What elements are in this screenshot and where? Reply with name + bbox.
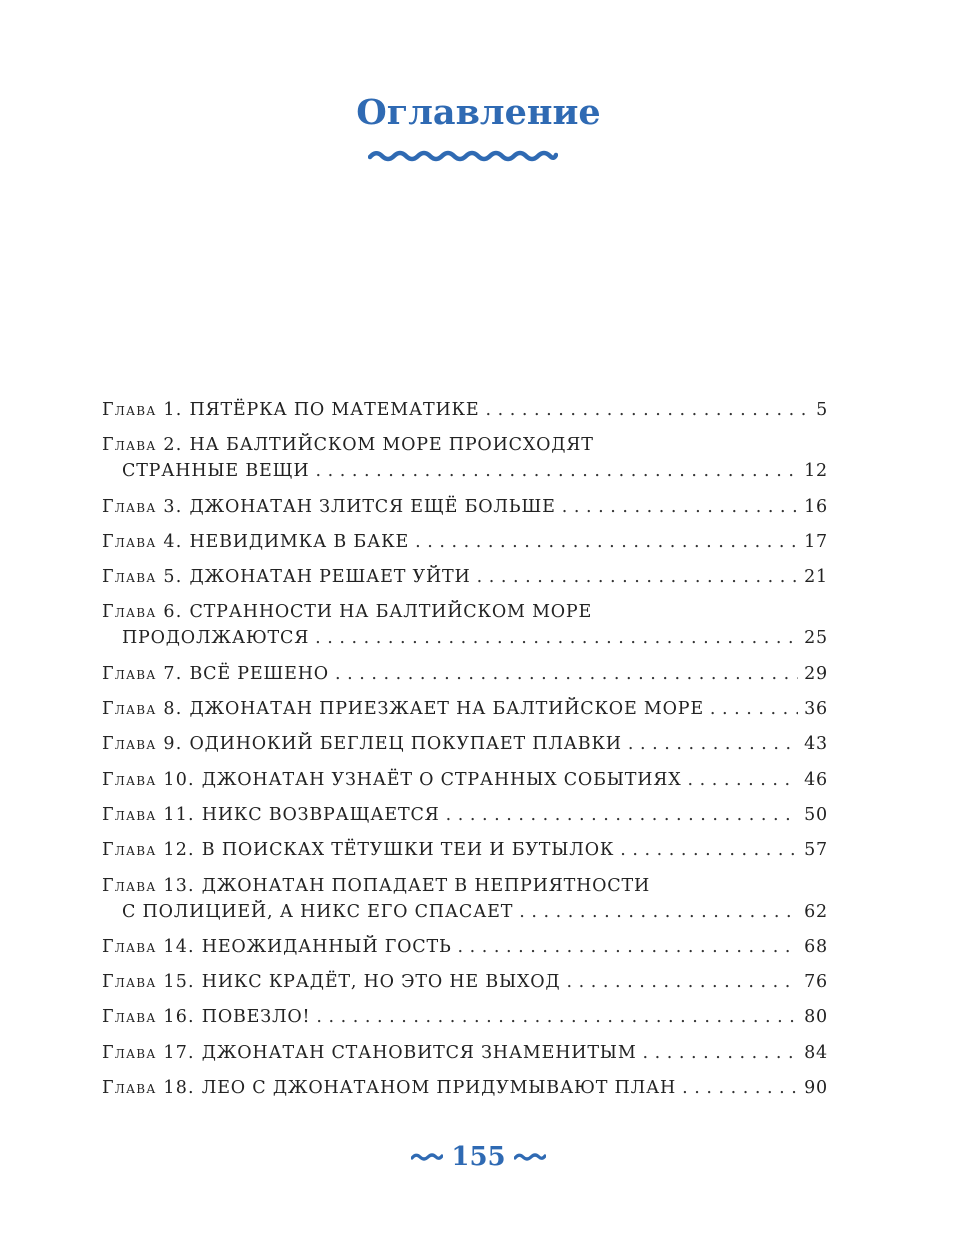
chapter-page-number: 17 [804, 531, 828, 552]
wave-ornament-icon [368, 148, 558, 164]
chapter-page-number: 57 [804, 840, 828, 861]
toc-line [102, 1004, 828, 1030]
chapter-page-number: 46 [804, 769, 828, 790]
dot-leader [446, 802, 799, 828]
toc-entry[interactable] [102, 1004, 828, 1030]
toc-line [102, 934, 828, 960]
dot-leader [415, 529, 798, 555]
chapter-title: СТРАННОСТИ НА БАЛТИЙСКОМ МОРЕ [189, 602, 593, 623]
chapter-label: Глава 3. [102, 496, 183, 517]
toc-entry[interactable] [102, 969, 828, 995]
dot-leader [566, 969, 798, 995]
toc-entry[interactable] [102, 494, 828, 520]
chapter-page-number: 84 [804, 1042, 828, 1063]
wave-left-icon [411, 1151, 443, 1163]
dot-leader [643, 1040, 799, 1066]
toc-line [102, 837, 828, 863]
toc-line [102, 696, 828, 722]
chapter-label: Глава 8. [102, 699, 183, 720]
chapter-label: Глава 15. [102, 972, 195, 993]
chapter-title: В ПОИСКАХ ТЁТУШКИ ТЕИ И БУТЫЛОК [201, 840, 615, 861]
chapter-title: ПЯТЁРКА ПО МАТЕМАТИКЕ [189, 400, 480, 420]
chapter-title: ДЖОНАТАН СТАНОВИТСЯ ЗНАМЕНИТЫМ [201, 1042, 637, 1063]
dot-leader [485, 397, 810, 423]
toc-line [102, 625, 828, 651]
chapter-page-number: 76 [804, 972, 828, 993]
dot-leader [315, 458, 798, 484]
toc-line [102, 802, 828, 828]
chapter-title: ДЖОНАТАН ПРИЕЗЖАЕТ НА БАЛТИЙСКОЕ МОРЕ [189, 699, 704, 720]
toc-entry[interactable] [102, 1075, 828, 1101]
toc-entry[interactable] [102, 529, 828, 555]
chapter-label: Глава 2. [102, 435, 183, 456]
dot-leader [620, 837, 798, 863]
page-number-footer [0, 1142, 957, 1172]
chapter-page-number: 5 [816, 400, 828, 420]
chapter-label: Глава 4. [102, 531, 183, 552]
toc-entry[interactable] [102, 397, 828, 423]
chapter-title: НЕОЖИДАННЫЙ ГОСТЬ [201, 936, 452, 957]
toc-line [102, 529, 828, 555]
chapter-page-number: 12 [804, 461, 828, 482]
toc-entry[interactable] [102, 731, 828, 757]
chapter-title: ЛЕО С ДЖОНАТАНОМ ПРИДУМЫВАЮТ ПЛАН [201, 1078, 677, 1099]
chapter-title: СТРАННЫЕ ВЕЩИ [122, 461, 310, 482]
dot-leader [316, 1004, 798, 1030]
chapter-title: ДЖОНАТАН ЗЛИТСЯ ЕЩЁ БОЛЬШЕ [189, 496, 556, 517]
page-number: 155 [451, 1142, 506, 1172]
chapter-title: ДЖОНАТАН ПОПАДАЕТ В НЕПРИЯТНОСТИ [201, 875, 651, 896]
chapter-label: Глава 1. [102, 400, 183, 420]
chapter-page-number: 68 [804, 936, 828, 957]
dot-leader [682, 1075, 798, 1101]
dot-leader [477, 564, 799, 590]
chapter-page-number: 43 [804, 734, 828, 755]
toc-line [102, 564, 828, 590]
chapter-title: ПРОДОЛЖАЮТСЯ [122, 628, 310, 649]
toc-line [102, 397, 828, 423]
chapter-page-number: 25 [804, 628, 828, 649]
toc-entry[interactable] [102, 934, 828, 960]
toc-entry[interactable] [102, 696, 828, 722]
chapter-page-number: 29 [804, 663, 828, 684]
chapter-title: НИКС КРАДЁТ, НО ЭТО НЕ ВЫХОД [201, 972, 561, 993]
chapter-title: ОДИНОКИЙ БЕГЛЕЦ ПОКУПАЕТ ПЛАВКИ [189, 734, 622, 755]
toc-entry[interactable] [102, 802, 828, 828]
toc-entry[interactable] [102, 1040, 828, 1066]
chapter-title: ВСЁ РЕШЕНО [189, 663, 329, 684]
chapter-label: Глава 9. [102, 734, 183, 755]
chapter-page-number: 50 [804, 804, 828, 825]
toc-line [102, 494, 828, 520]
chapter-label: Глава 12. [102, 840, 195, 861]
chapter-page-number: 16 [804, 496, 828, 517]
toc-line [102, 873, 828, 899]
wave-right-icon [514, 1151, 546, 1163]
chapter-page-number: 36 [804, 699, 828, 720]
chapter-label: Глава 14. [102, 936, 195, 957]
toc-line [102, 1075, 828, 1101]
toc-entry[interactable] [102, 599, 828, 651]
chapter-label: Глава 7. [102, 663, 183, 684]
chapter-label: Глава 18. [102, 1078, 195, 1099]
dot-leader [519, 899, 798, 925]
toc-line [102, 767, 828, 793]
toc-entry[interactable] [102, 837, 828, 863]
chapter-title: НА БАЛТИЙСКОМ МОРЕ ПРОИСХОДЯТ [189, 435, 594, 456]
chapter-page-number: 80 [804, 1007, 828, 1028]
chapter-label: Глава 10. [102, 769, 195, 790]
toc-line [102, 599, 828, 625]
page-title: Оглавление [356, 92, 601, 133]
toc-line [102, 899, 828, 925]
chapter-title: С ПОЛИЦИЕЙ, А НИКС ЕГО СПАСАЕТ [122, 901, 514, 922]
toc-line [102, 432, 828, 458]
toc-line [102, 969, 828, 995]
chapter-page-number: 62 [804, 901, 828, 922]
dot-leader [687, 767, 798, 793]
dot-leader [335, 661, 798, 687]
toc-entry[interactable] [102, 564, 828, 590]
toc-entry[interactable] [102, 661, 828, 687]
toc-line [102, 458, 828, 484]
chapter-label: Глава 16. [102, 1007, 195, 1028]
dot-leader [315, 625, 798, 651]
chapter-title: НИКС ВОЗВРАЩАЕТСЯ [201, 804, 440, 825]
dot-leader [710, 696, 798, 722]
chapter-label: Глава 11. [102, 804, 195, 825]
chapter-label: Глава 13. [102, 875, 195, 896]
toc-entry[interactable] [102, 767, 828, 793]
dot-leader [458, 934, 799, 960]
chapter-label: Глава 17. [102, 1042, 195, 1063]
chapter-label: Глава 5. [102, 567, 183, 588]
chapter-page-number: 21 [804, 567, 828, 588]
toc-entry[interactable] [102, 432, 828, 484]
toc-entry[interactable] [102, 873, 828, 925]
toc-line [102, 731, 828, 757]
chapter-title: ДЖОНАТАН УЗНАЁТ О СТРАННЫХ СОБЫТИЯХ [201, 769, 682, 790]
chapter-title: НЕВИДИМКА В БАКЕ [189, 531, 410, 552]
dot-leader [628, 731, 798, 757]
table-of-contents [102, 397, 828, 1110]
chapter-label: Глава 6. [102, 602, 183, 623]
chapter-page-number: 90 [804, 1078, 828, 1099]
chapter-title: ПОВЕЗЛО! [201, 1007, 311, 1028]
dot-leader [562, 494, 798, 520]
chapter-title: ДЖОНАТАН РЕШАЕТ УЙТИ [189, 567, 471, 588]
toc-line [102, 1040, 828, 1066]
toc-line [102, 661, 828, 687]
